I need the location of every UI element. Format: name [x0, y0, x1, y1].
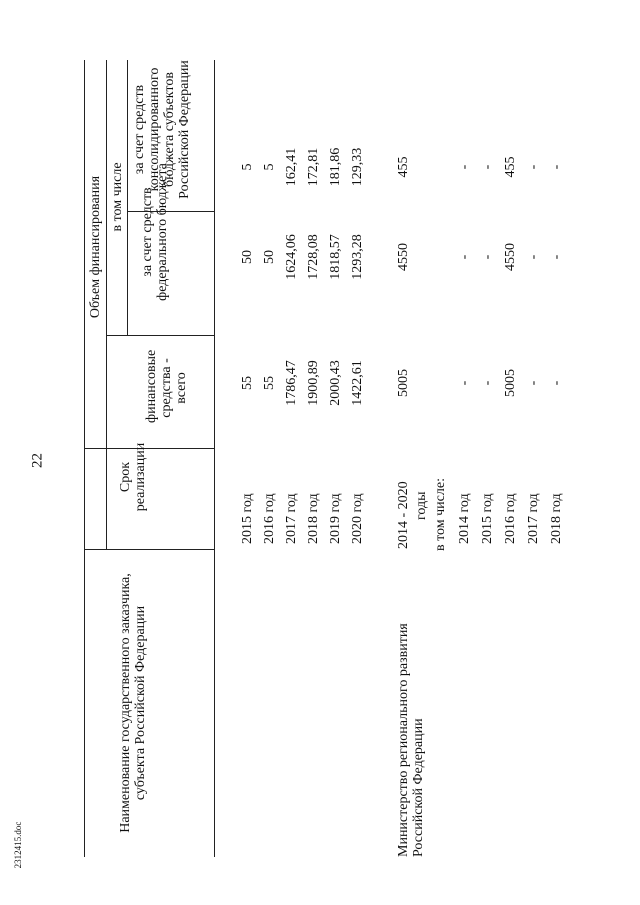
row-federal: - — [480, 254, 495, 260]
row-total: 1900,89 — [306, 360, 321, 406]
row-regional: 5 — [262, 163, 277, 171]
row-total: 1422,61 — [350, 360, 365, 406]
row-total: - — [549, 380, 564, 386]
volume-divider — [106, 60, 107, 550]
row-federal: - — [457, 254, 472, 260]
col-divider-term-total — [84, 448, 215, 449]
row-federal: 1818,57 — [328, 234, 343, 280]
header-term: Срок реализации — [118, 442, 148, 512]
row-total: 1786,47 — [284, 360, 299, 406]
row-term: 2014 год — [457, 493, 472, 544]
row-federal: 1624,06 — [284, 234, 299, 280]
header-total: финансовые средства - всего — [144, 349, 189, 423]
row-term: 2018 год — [549, 493, 564, 544]
row-term: 2017 год — [284, 493, 299, 544]
ministry-name: Министерство регионального развития Российской Федерации — [396, 623, 426, 857]
row-term: 2015 год — [240, 493, 255, 544]
row-regional: 181,86 — [328, 147, 343, 187]
row-total: - — [480, 380, 495, 386]
header-incl: в том числе — [110, 162, 125, 232]
incl-divider — [127, 60, 128, 336]
col-divider-total-incl — [106, 335, 215, 336]
ministry-term-unit: годы — [414, 491, 429, 520]
ministry-total: 5005 — [396, 369, 411, 397]
row-term: 2019 год — [328, 493, 343, 544]
row-term: 2018 год — [306, 493, 321, 544]
ministry-term-years: 2014 - 2020 — [396, 481, 411, 549]
header-federal: за счет средств федерального бюджета — [140, 163, 170, 301]
row-total: - — [457, 380, 472, 386]
row-regional: - — [549, 164, 564, 170]
row-regional: 455 — [503, 156, 518, 178]
row-regional: 162,41 — [284, 147, 299, 187]
row-regional: - — [480, 164, 495, 170]
row-term: 2015 год — [480, 493, 495, 544]
row-term: 2020 год — [350, 493, 365, 544]
row-federal: 1293,28 — [350, 234, 365, 280]
table-top-border — [84, 60, 85, 857]
row-federal: 4550 — [503, 243, 518, 271]
row-regional: - — [526, 164, 541, 170]
row-federal: 50 — [240, 250, 255, 264]
row-total: 5005 — [503, 369, 518, 397]
row-total: - — [526, 380, 541, 386]
row-federal: 50 — [262, 250, 277, 264]
col-divider-name-term — [84, 549, 215, 550]
incl-label: в том числе: — [433, 478, 448, 551]
row-regional: 172,81 — [306, 147, 321, 187]
ministry-regional: 455 — [396, 156, 411, 178]
row-total: 55 — [262, 376, 277, 390]
row-regional: - — [457, 164, 472, 170]
row-regional: 129,33 — [350, 147, 365, 187]
row-regional: 5 — [240, 163, 255, 171]
file-name-footer: 2312415.doc — [13, 821, 23, 869]
row-federal: 1728,08 — [306, 234, 321, 280]
header-regional: за счет средств консолидированного бюджета субъектов Российской Федерации — [132, 60, 192, 199]
row-total: 55 — [240, 376, 255, 390]
header-name: Наименование государственного заказчика, субъекта Российской Федерации — [118, 573, 148, 833]
header-volume: Объем финансирования — [88, 175, 103, 319]
page-number: 22 — [29, 453, 46, 468]
row-term: 2016 год — [262, 493, 277, 544]
financing-table — [84, 60, 564, 857]
header-bottom-border — [214, 60, 215, 857]
row-term: 2017 год — [526, 493, 541, 544]
ministry-federal: 4550 — [396, 243, 411, 271]
row-federal: - — [526, 254, 541, 260]
row-total: 2000,43 — [328, 360, 343, 406]
row-federal: - — [549, 254, 564, 260]
row-term: 2016 год — [503, 493, 518, 544]
